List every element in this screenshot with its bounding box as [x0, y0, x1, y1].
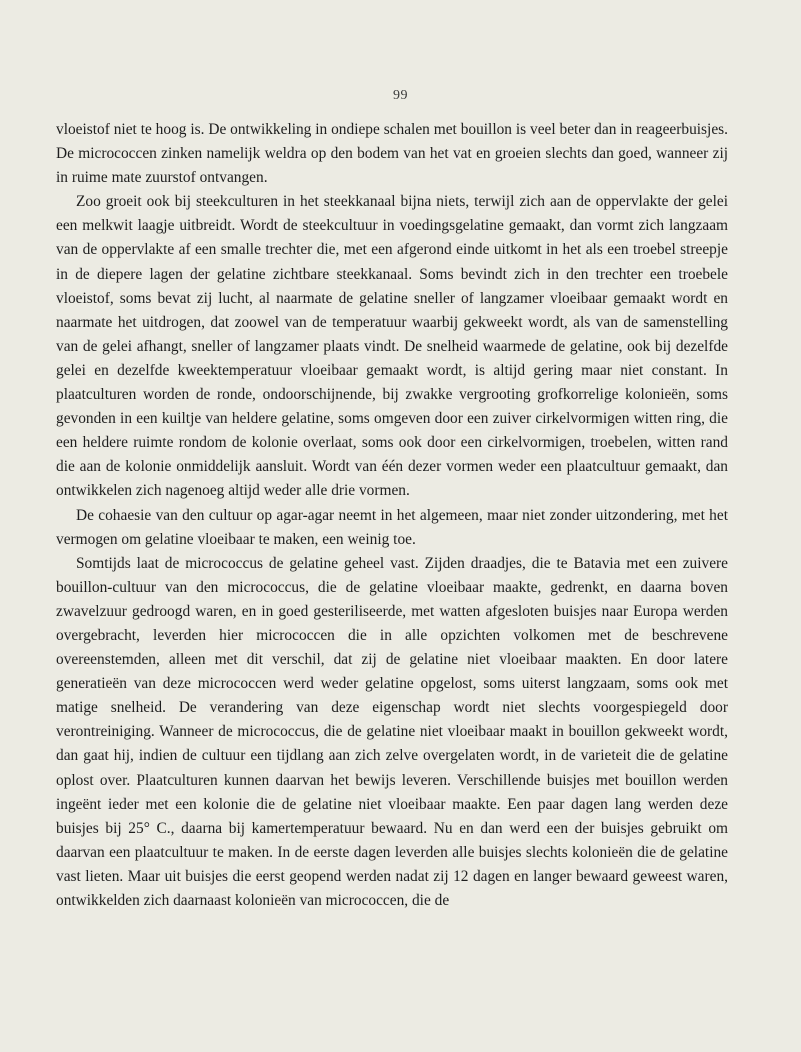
paragraph-2: Zoo groeit ook bij steekculturen in het steekkanaal bijna niets, terwijl zich aan de oppervlakte der gelei een melkwit laagje uitbreidt. Wordt de steekcultuur in voedingsgelatine gemaakt, dan vormt zich langzaam van de oppervlakte af een smalle trechter die, met een afgerond einde uitkomt in het als een troebel streepje in de diepere lagen der gelatine zichtbare steekkanaal. Soms bevindt zich in den trechter een troebele vloeistof, soms bevat zij lucht, al naarmate de gelatine sneller of langzamer vloeibaar gemaakt wordt en naarmate het uitdrogen, dat zoowel van de temperatuur waarbij gekweekt wordt, als van de samenstelling van de gelei afhangt, sneller of langzamer plaats vindt. De snelheid waarmede de gelatine, ook bij dezelfde gelei en dezelfde kweektemperatuur vloeibaar gemaakt wordt, is altijd gering maar niet constant. In plaatculturen worden de ronde, ondoorschijnende, bij zwakke vergrooting grofkorrelige kolonieën, soms gevonden in een kuiltje van heldere gelatine, soms omgeven door een zuiver cirkelvormigen witten ring, die een heldere ruimte rondom de kolonie overlaat, soms ook door een cirkelvormigen, troebelen, witten rand die aan de kolonie onmiddelijk aansluit. Wordt van één dezer vormen weder een plaatcultuur gemaakt, dan ontwikkelen zich nagenoeg altijd weder alle drie vormen.: [56, 193, 728, 500]
paragraph-3: De cohaesie van den cultuur op agar-agar neemt in het algemeen, maar niet zonder uitzondering, met het vermogen om gelatine vloeibaar te maken, een weinig toe.: [56, 506, 728, 548]
body-text: [56, 118, 728, 913]
paragraph-4: Somtijds laat de micrococcus de gelatine geheel vast. Zijden draadjes, die te Batavia met een zuivere bouillon-cultuur van den micrococcus, die de gelatine vloeibaar maakte, gedrenkt, en daarna boven zwavelzuur gedroogd waren, en in goed gesteriliseerde, met watten afgesloten buisjes naar Europa werden overgebracht, leverden hier micrococcen die in alle opzichten volkomen met de beschrevene overeenstemden, alleen met dit verschil, dat zij de gelatine niet vloeibaar maakten. En door latere generatieën van deze micrococcen werd weder gelatine opgelost, soms uiterst langzaam, soms ook met matige snelheid. De verandering van deze eigenschap wordt niet slechts voorgespiegeld door verontreiniging. Wanneer de micrococcus, die de gelatine niet vloeibaar maakt in bouillon gekweekt wordt, dan gaat hij, indien de cultuur een tijdlang aan zich zelve overgelaten wordt, in de varieteit die de gelatine oplost over. Plaatculturen kunnen daarvan het bewijs leveren. Verschillende buisjes met bouillon werden ingeënt ieder met een kolonie die de gelatine niet vloeibaar maakte. Een paar dagen lang werden deze buisjes bij 25° C., daarna bij kamertemperatuur bewaard. Nu en dan werd een der buisjes gebruikt om daarvan een plaatcultuur te maken. In de eerste dagen leverden alle buisjes slechts kolonieën die de gelatine vast lieten. Maar uit buisjes die eerst geopend werden nadat zij 12 dagen en langer bewaard geweest waren, ontwikkelden zich daarnaast kolonieën van micrococcen, die de: [56, 554, 728, 909]
paragraph-1: vloeistof niet te hoog is. De ontwikkeling in ondiepe schalen met bouillon is veel beter dan in reageerbuisjes. De micrococcen zinken namelijk weldra op den bodem van het vat en groeien slechts dan goed, wanneer zij in ruime mate zuurstof ontvangen.: [56, 121, 728, 187]
page-number: 99: [393, 88, 408, 103]
